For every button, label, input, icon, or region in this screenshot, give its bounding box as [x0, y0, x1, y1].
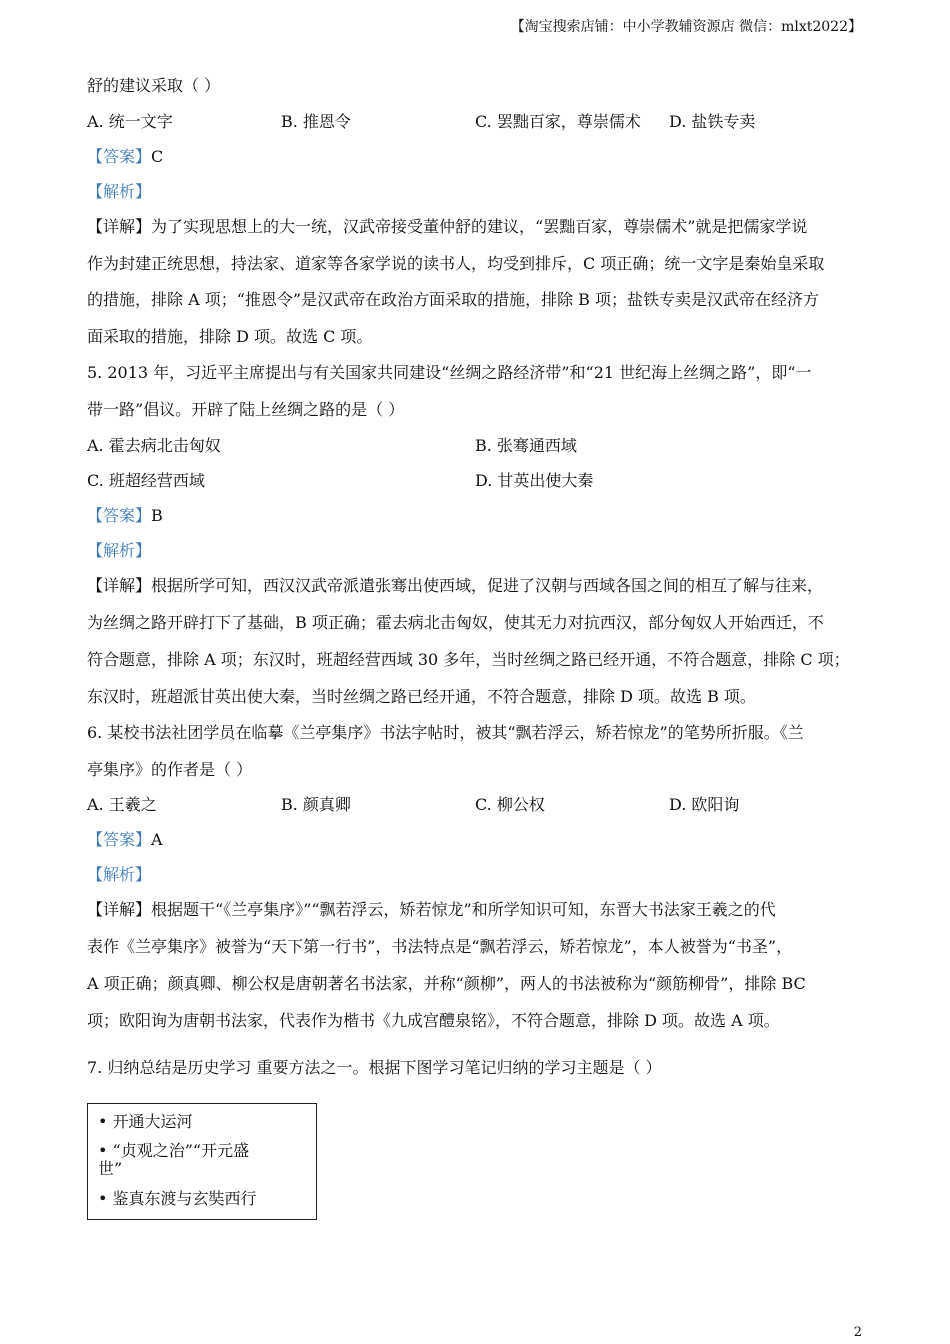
detail-label: 【详解】: [87, 217, 152, 236]
q6-detail-line-4: 项；欧阳询为唐朝书法家，代表作为楷书《九成宫醴泉铭》，不符合题意，排除 D 项。故选 A 项。: [87, 1011, 780, 1030]
detail-label: 【详解】: [87, 900, 152, 919]
answer-value: A: [151, 830, 163, 849]
q4-analysis-label: 【解析】: [87, 182, 152, 201]
answer-label: 【答案】: [87, 506, 152, 525]
q4-option-c: C. 罢黜百家，尊崇儒术: [475, 112, 641, 131]
answer-value: C: [151, 147, 164, 166]
q5-option-a: A. 霍去病北击匈奴: [87, 436, 221, 455]
q6-detail-line-1: [87, 900, 776, 920]
q5-analysis-label: 【解析】: [87, 541, 152, 560]
q6-detail-line-3: A 项正确；颜真卿、柳公权是唐朝著名书法家，并称“颜柳”，两人的书法被称为“颜筋柳骨”，排除 BC: [87, 974, 806, 993]
q4-detail-line-3: 的措施，排除 A 项；“推恩令”是汉武帝在政治方面采取的措施，排除 B 项；盐铁专卖是汉武帝在经济方: [87, 290, 820, 309]
q4-detail-line-2: 作为封建正统思想，持法家、道家等各家学说的读书人，均受到排斥，C 项正确；统一文字是秦始皇采取: [87, 254, 825, 273]
q5-detail-line-3: 符合题意，排除 A 项；东汉时，班超经营西域 30 多年，当时丝绸之路已经开通，不符合题意，排除 C 项；: [87, 650, 850, 669]
q5-option-c: C. 班超经营西域: [87, 471, 205, 490]
q6-option-c: C. 柳公权: [475, 795, 545, 814]
detail-text: 为了实现思想上的大一统，汉武帝接受董仲舒的建议，“罢黜百家，尊崇儒术”就是把儒家学说: [151, 217, 808, 236]
q4-detail-line-4: 面采取的措施，排除 D 项。故选 C 项。: [87, 327, 373, 346]
q6-option-d: D. 欧阳询: [669, 795, 740, 814]
q5-option-b: B. 张骞通西域: [475, 436, 577, 455]
detail-text: 根据所学可知，西汉汉武帝派遣张骞出使西域，促进了汉朝与西域各国之间的相互了解与往来，: [151, 576, 824, 595]
answer-label: 【答案】: [87, 147, 152, 166]
q5-option-d: D. 甘英出使大秦: [475, 471, 594, 490]
detail-text: 根据题干“《兰亭集序》”“飘若浮云，矫若惊龙”和所学知识可知，东晋大书法家王羲之的代: [151, 900, 776, 919]
q5-stem-line-2: 带一路”倡议。开辟了陆上丝绸之路的是（ ）: [87, 400, 405, 419]
note-item: • 鉴真东渡与玄奘西行: [98, 1189, 257, 1208]
answer-label: 【答案】: [87, 830, 152, 849]
page-number: 2: [853, 1325, 862, 1340]
note-item-continuation: 世”: [98, 1159, 123, 1178]
q4-detail-line-1: [87, 217, 807, 237]
q6-answer: [87, 830, 163, 850]
q6-stem-line-1: 6. 某校书法社团学员在临摹《兰亭集序》书法字帖时，被其“飘若浮云，矫若惊龙”的笔势所折服。《兰: [87, 723, 804, 742]
q4-stem-tail: 舒的建议采取（ ）: [87, 76, 221, 95]
q7-stem: 7. 归纳总结是历史学习 重要方法之一。根据下图学习笔记归纳的学习主题是（ ）: [87, 1058, 662, 1077]
q4-option-b: B. 推恩令: [281, 112, 351, 131]
study-notes-box: [87, 1103, 317, 1220]
q5-stem-line-1: 5. 2013 年，习近平主席提出与有关国家共同建设“丝绸之路经济带”和“21 世纪海上丝绸之路”，即“一: [87, 363, 812, 382]
q5-detail-line-1: [87, 576, 823, 596]
q6-analysis-label: 【解析】: [87, 865, 152, 884]
q5-detail-line-2: 为丝绸之路开辟打下了基础，B 项正确；霍去病北击匈奴，使其无力对抗西汉，部分匈奴人开始西迁，不: [87, 613, 824, 632]
q5-detail-line-4: 东汉时，班超派甘英出使大秦，当时丝绸之路已经开通，不符合题意，排除 D 项。故选 B 项。: [87, 687, 756, 706]
q6-option-a: A. 王羲之: [87, 795, 157, 814]
q5-answer: [87, 506, 163, 526]
q6-detail-line-2: 表作《兰亭集序》被誉为“天下第一行书”，书法特点是“飘若浮云，矫若惊龙”，本人被誉为“书圣”，: [87, 937, 793, 956]
page-header: 【淘宝搜索店铺：中小学教辅资源店 微信：mlxt2022】: [510, 19, 862, 35]
answer-value: B: [151, 506, 163, 525]
q4-option-a: A. 统一文字: [87, 112, 173, 131]
q6-option-b: B. 颜真卿: [281, 795, 351, 814]
q4-answer: [87, 147, 163, 167]
note-item: • “贞观之治”“开元盛: [98, 1141, 250, 1160]
q4-option-d: D. 盐铁专卖: [669, 112, 756, 131]
q6-stem-line-2: 亭集序》的作者是（ ）: [87, 760, 253, 779]
detail-label: 【详解】: [87, 576, 152, 595]
note-item: • 开通大运河: [98, 1112, 193, 1131]
